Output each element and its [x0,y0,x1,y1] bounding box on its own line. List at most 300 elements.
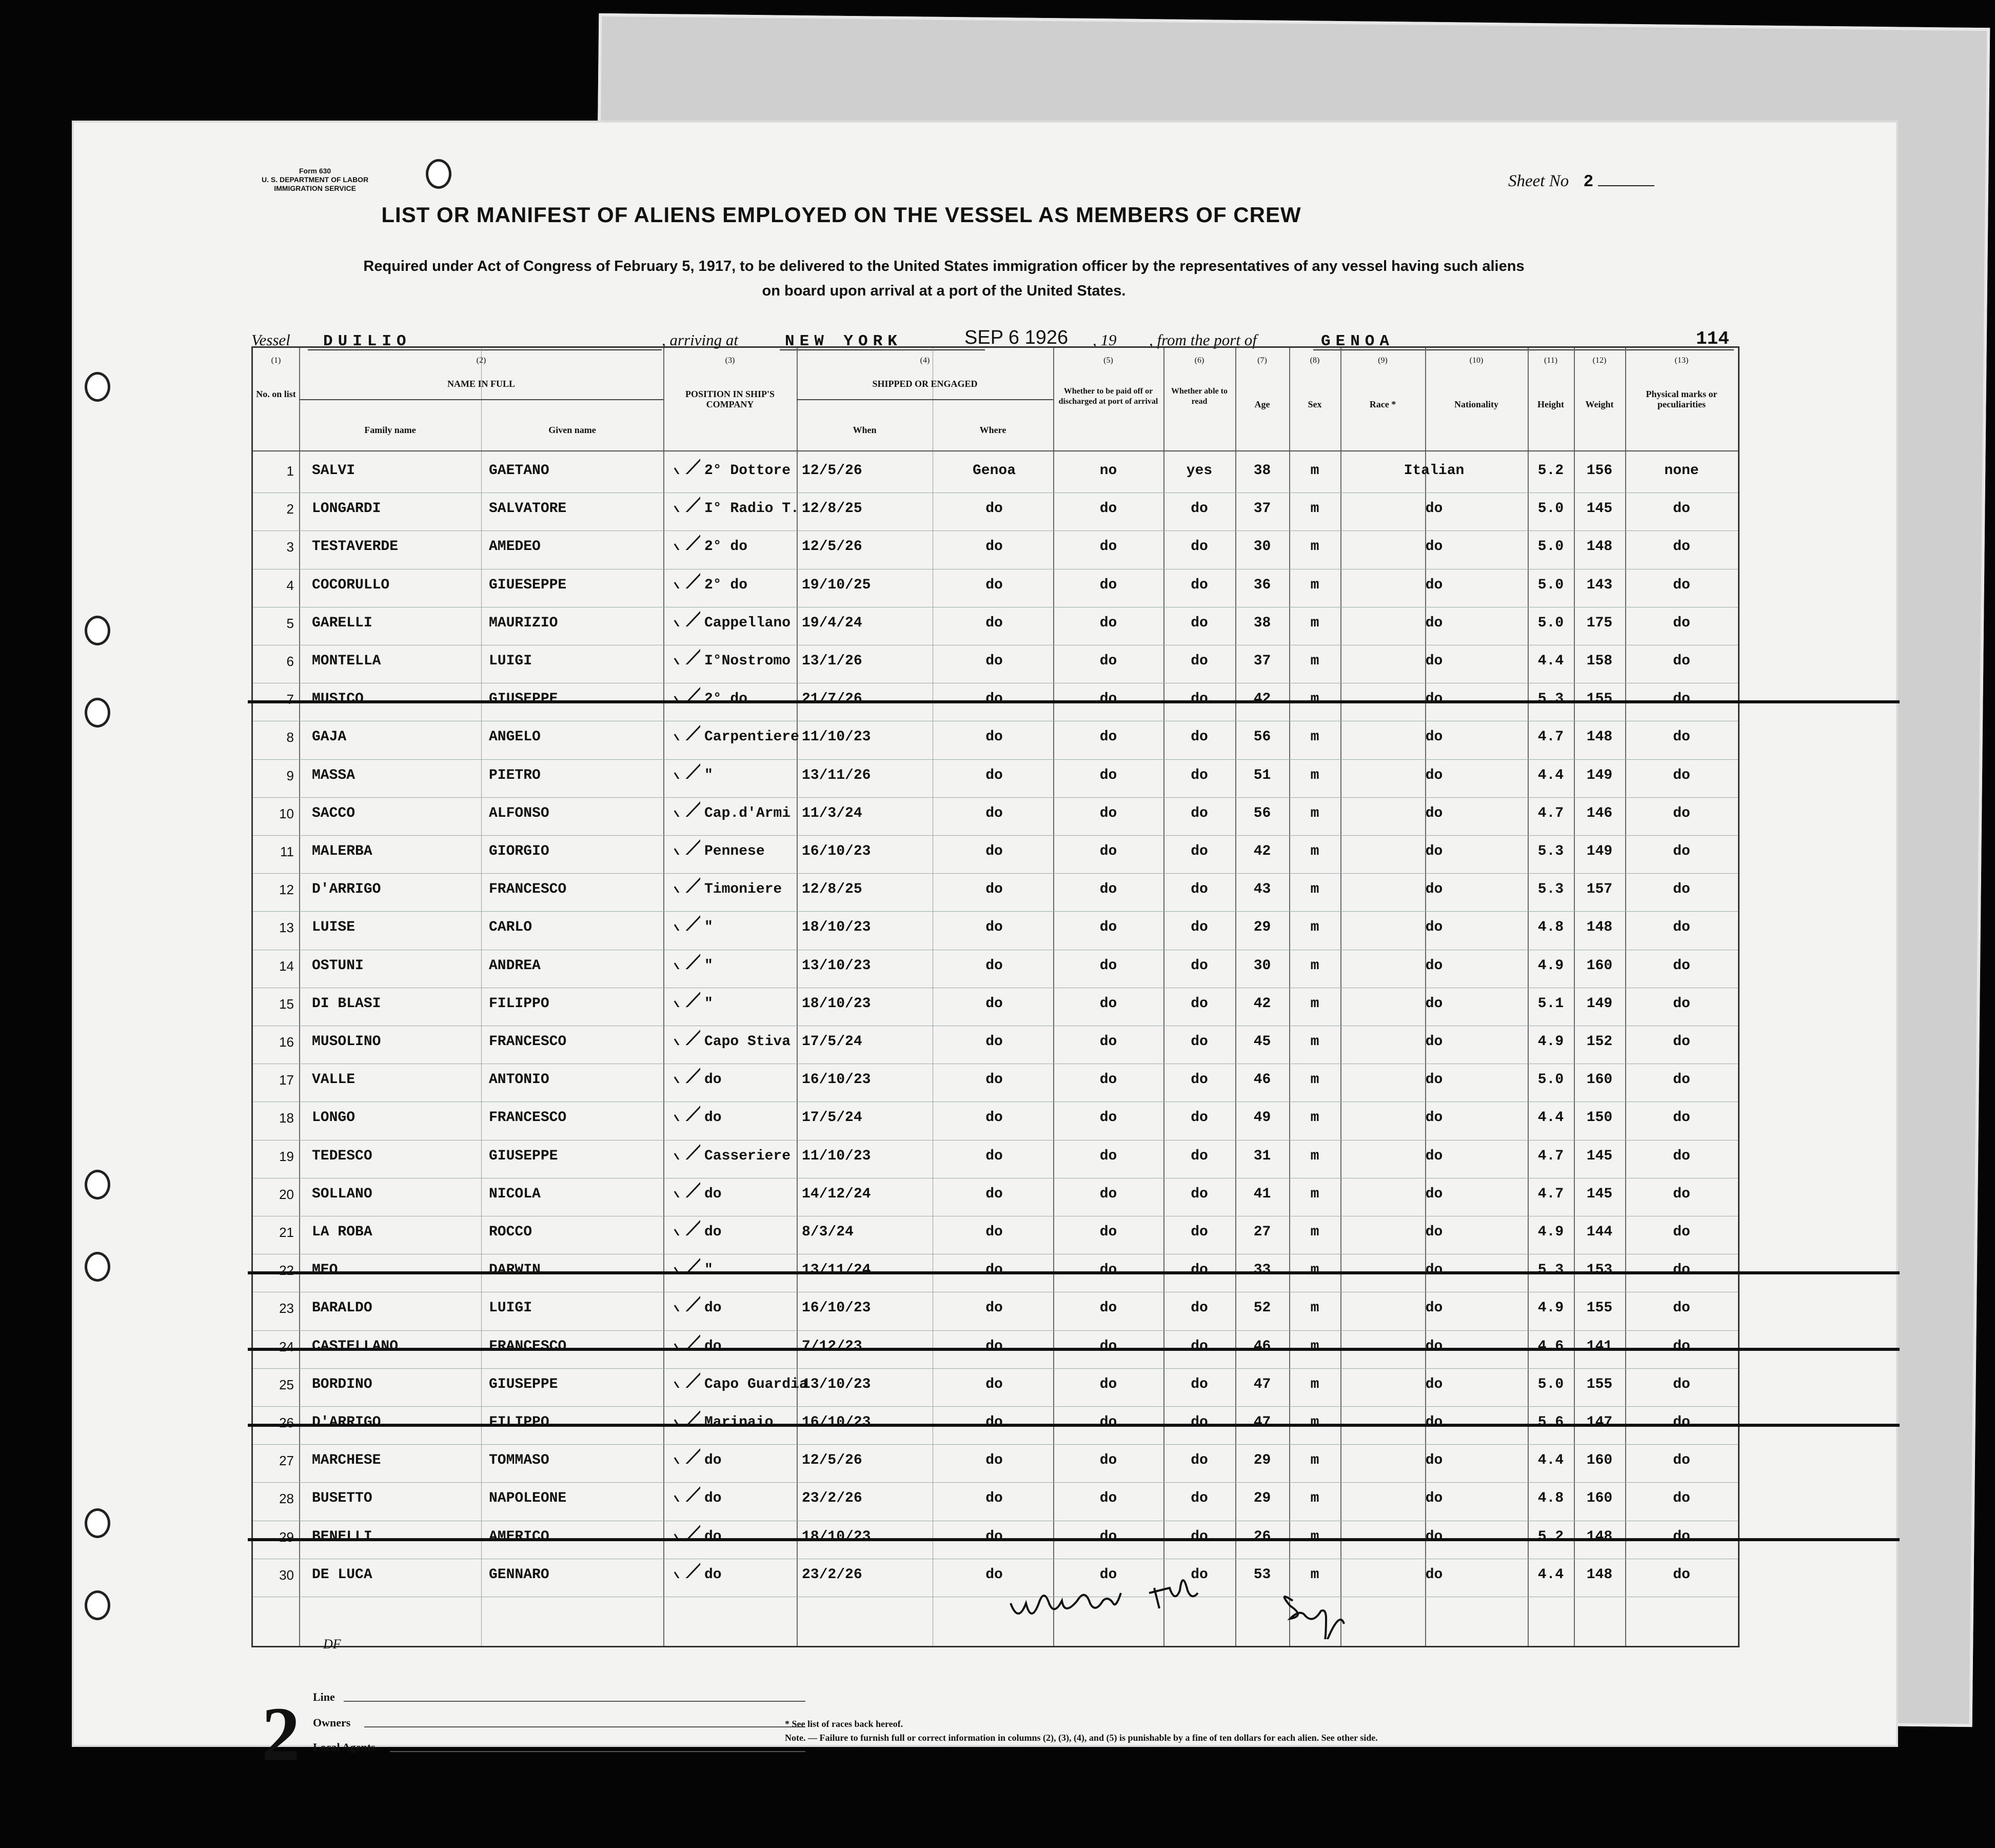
race: do [1425,843,1443,859]
check-mark [673,1256,700,1273]
sex: m [1310,1528,1319,1545]
date-engaged: 23/2/26 [802,1566,862,1583]
sheet-number: Sheet No 2 [1508,172,1654,191]
sex: m [1310,1186,1319,1202]
row-number: 9 [286,768,294,783]
weight: 148 [1586,539,1613,555]
age: 47 [1253,1376,1271,1392]
date-engaged: 18/10/23 [802,995,871,1012]
paid-off: do [1099,1262,1117,1279]
row-number: 20 [279,1186,294,1202]
place-engaged: do [985,1224,1003,1240]
race: do [1425,1110,1443,1126]
header-weight: Weight [1585,399,1614,409]
position: do [704,1072,722,1088]
weight: 149 [1586,843,1613,859]
header-physical-marks: Physical marks or peculiarities [1646,389,1717,409]
able-to-read: do [1191,1528,1208,1545]
weight: 148 [1586,729,1613,745]
given-name: FILIPPO [489,1414,549,1430]
able-to-read: do [1191,767,1208,783]
row-number: 22 [279,1263,294,1279]
strike-through-line [248,700,1900,703]
place-engaged: do [985,1566,1003,1583]
arriving-port: NEW YORK [785,332,902,350]
sex: m [1310,1452,1319,1469]
age: 46 [1253,1072,1271,1088]
check-mark [673,609,700,626]
race: do [1425,1262,1443,1279]
manifest-table: (1) (2) (3) (4) (5) (6) (7) (8) (9) (10) (11) (12) (13) No. on list NAME IN FULL Family name Given name POSITION IN SHIP'S COMPANY SHIPPED OR ENGAGED When Where Whether to be paid off or discharged at port of arrival Whether able to read Age Sex Race * Nationality Height Weight Physical marks or peculiarities 1 SALVI GAETANO 2° Dottore 12/5/26 Genoa no yes 38 m Italian 5.2 156 none 2 LONGARDI SALVATORE I° Radio T. 12/8/25 do do do 37 m do 5.0 145 do 3 TESTAVERDE AMEDEO 2° do 12/5/26 do do do 30 m do 5.0 148 do 4 COCORULLO GIUESEPPE 2° do 19/10/25 do do do 36 m do 5.0 143 do 5 GARELLI MAURIZIO Cappellano 19/4/24 do do do 38 m do 5.0 175 do 6 MONTELLA LUIGI I°Nostromo 13/1/26 do do do 37 m do 4.4 158 do 7 MUSICO GIUSEPPE 2° do 21/7/26 do do do 42 m do 5.3 155 do 8 GAJA ANGELO Carpentiere 11/10/23 do do do 56 m do 4.7 148 do 9 MASSA PIETRO " 13/11/26 do do do 51 m do 4.4 149 do 10 SACCO ALFONSO Cap.d'Armi 11/3/24 do do do 56 m do 4.7 146 do 11 MALERBA GIORGIO Pennese 16/10/23 do do do 42 m do 5.3 149 do 12 D'ARRIGO FRANCESCO Timoniere 12/8/25 do do do 43 m do 5.3 157 do 13 LUISE CARLO " 18/10/23 do do do 29 m do 4.8 148 do 14 OSTUNI ANDREA " 13/10/23 do do do 30 m do 4.9 160 do 15 DI BLASI FILIPPO " 18/10/23 do do do 42 m do 5.1 149 do 16 MUSOLINO FRANCESCO Capo Stiva 17/5/24 do do do 45 m do 4.9 152 do 17 VALLE ANTONIO do 16/10/23 do do do 46 m do 5.0 160 do 18 LONGO FRANCESCO do 17/5/24 do do do 49 m do 4.4 150 do 19 TEDESCO GIUSEPPE Casseriere 11/10/23 do do do 31 m do 4.7 145 do 20 SOLLANO NICOLA do 14/12/24 do do do 41 m do 4.7 145 do 21 LA ROBA ROCCO do 8/3/24 do do do 27 m do 4.9 144 do 22 MEO DARWIN " 13/11/24 do do do 33 m do 5.3 153 do 23 BARALDO LUIGI do 16/10/23 do do do 52 m do 4.9 155 do 24 CASTELLANO FRANCESCO do 7/12/23 do do do 46 m do 4.6 141 do 25 BORDINO GIUSEPPE Capo Guardia 13/10/23 do do do 47 m do 5.0 155 do 26 D'ARRIGO FILIPPO Marinaio 16/10/23 do do do 47 m do 5.6 147 do 27 MARCHESE TOMMASO do 12/5/26 do do do 29 m do 4.4 160 do 28 BUSETTO NAPOLEONE do 23/2/26 do do do 29 m do 4.8 160 do 29 BENELLI AMERICO do 18/10/23 do do do 26 m do 5.2 148 do 30 DE LUCA GENNARO do 23/2/26 do do do 53 m do 4.4 148 do [251,346,1740,1647]
check-mark [673,1180,700,1197]
family-name: D'ARRIGO [312,1414,381,1430]
weight: 149 [1586,767,1613,783]
age: 27 [1253,1224,1271,1240]
paid-off: do [1099,691,1117,707]
family-name: GAJA [312,729,347,745]
form-number: Form 630 [299,167,331,175]
height: 4.4 [1537,767,1564,783]
row-number: 30 [279,1567,294,1583]
date-engaged: 12/5/26 [802,539,862,555]
sex: m [1310,1566,1319,1583]
position: do [704,1566,722,1583]
given-name: MAURIZIO [489,615,558,631]
age: 30 [1253,957,1271,974]
given-name: CARLO [489,919,532,936]
physical-marks: do [1673,691,1690,707]
position: Cappellano [704,615,791,631]
height: 4.7 [1537,1186,1564,1202]
row-number: 26 [279,1415,294,1430]
position: " [704,919,713,936]
physical-marks: do [1673,1186,1690,1202]
age: 51 [1253,767,1271,783]
sex: m [1310,1414,1319,1430]
family-name: DI BLASI [312,995,381,1012]
family-name: MONTELLA [312,653,381,669]
race: do [1425,615,1443,631]
given-name: LUIGI [489,653,532,669]
date-stamp: SEP 6 1926 [964,327,1069,348]
given-name: FRANCESCO [489,1338,567,1354]
race: do [1425,1224,1443,1240]
height: 5.3 [1537,1262,1564,1279]
able-to-read: do [1191,957,1208,974]
family-name: MEO [312,1262,338,1279]
height: 4.9 [1537,1224,1564,1240]
physical-marks: do [1673,1300,1690,1316]
date-engaged: 11/3/24 [802,805,862,821]
weight: 150 [1586,1110,1613,1126]
sex: m [1310,843,1319,859]
position: do [704,1528,722,1545]
family-name: SACCO [312,805,355,821]
position: Timoniere [704,881,782,898]
able-to-read: do [1191,881,1208,898]
place-engaged: do [985,1452,1003,1469]
check-mark [673,495,700,512]
able-to-read: do [1191,615,1208,631]
position: 2° do [704,691,748,707]
given-name: GIUSEPPE [489,1376,558,1392]
family-name: CASTELLANO [312,1338,399,1354]
position: do [704,1224,722,1240]
check-mark [673,1294,700,1311]
weight: 175 [1586,615,1613,631]
height: 5.0 [1537,539,1564,555]
race: do [1425,995,1443,1012]
form-department-block [262,167,368,193]
row-number: 19 [279,1148,294,1164]
age: 36 [1253,577,1271,593]
paid-off: do [1099,1452,1117,1469]
place-engaged: do [985,1300,1003,1316]
able-to-read: do [1191,805,1208,821]
header-where: Where [979,425,1006,435]
sheet-number-value: 2 [1583,172,1594,191]
header-paid-off: Whether to be paid off or discharged at port of arrival [1058,387,1158,406]
race: do [1425,1490,1443,1507]
footer-line-label: Line [313,1690,335,1703]
physical-marks: do [1673,1528,1690,1545]
sex: m [1310,539,1319,555]
position: Capo Stiva [704,1034,791,1050]
height: 5.0 [1537,501,1564,517]
row-number: 2 [286,501,294,517]
row-number: 21 [279,1225,294,1240]
weight: 160 [1586,1072,1613,1088]
race: do [1425,1452,1443,1469]
weight: 153 [1586,1262,1613,1279]
age: 38 [1253,615,1271,631]
given-name: NICOLA [489,1186,541,1202]
date-engaged: 8/3/24 [802,1224,854,1240]
able-to-read: do [1191,843,1208,859]
family-name: BORDINO [312,1376,372,1392]
date-engaged: 16/10/23 [802,1072,871,1088]
paid-off: do [1099,615,1117,631]
given-name: GIUSEPPE [489,1148,558,1164]
row-number: 16 [279,1034,294,1050]
place-engaged: do [985,1186,1003,1202]
race: do [1425,957,1443,974]
physical-marks: none [1664,463,1699,479]
race: do [1425,1528,1443,1545]
date-engaged: 14/12/24 [802,1186,871,1202]
check-mark [673,685,700,702]
paid-off: do [1099,881,1117,898]
paid-off: do [1099,729,1117,745]
paid-off: do [1099,577,1117,593]
date-engaged: 17/5/24 [802,1034,862,1050]
physical-marks: do [1673,539,1690,555]
date-engaged: 11/10/23 [802,729,871,745]
paid-off: do [1099,995,1117,1012]
date-engaged: 12/8/25 [802,501,862,517]
position: Cap.d'Armi [704,805,791,821]
position: do [704,1490,722,1507]
date-engaged: 17/5/24 [802,1110,862,1126]
able-to-read: do [1191,1110,1208,1126]
position: do [704,1110,722,1126]
header-able-to-read: Whether able to read [1171,387,1228,406]
check-mark [673,1066,700,1083]
physical-marks: do [1673,995,1690,1012]
age: 42 [1253,995,1271,1012]
given-name: ROCCO [489,1224,532,1240]
manifest-title: LIST OR MANIFEST OF ALIENS EMPLOYED ON THE VESSEL AS MEMBERS OF CREW [381,203,1301,227]
physical-marks: do [1673,729,1690,745]
place-engaged: do [985,691,1003,707]
physical-marks: do [1673,1490,1690,1507]
height: 5.0 [1537,577,1564,593]
date-engaged: 13/1/26 [802,653,862,669]
date-engaged: 18/10/23 [802,1528,871,1545]
given-name: LUIGI [489,1300,532,1316]
row-number: 10 [279,805,294,821]
height: 4.4 [1537,1566,1564,1583]
race: do [1425,1566,1443,1583]
department-name: U. S. DEPARTMENT OF LABOR [262,175,369,184]
weight: 147 [1586,1414,1613,1430]
check-mark [673,1523,700,1540]
family-name: COCORULLO [312,577,390,593]
physical-marks: do [1673,767,1690,783]
paid-off: do [1099,539,1117,555]
position: Casseriere [704,1148,791,1164]
weight: 155 [1586,1376,1613,1392]
height: 5.2 [1537,1528,1564,1545]
sex: m [1310,1072,1319,1088]
given-name: AMERICO [489,1528,549,1545]
age: 56 [1253,805,1271,821]
height: 5.6 [1537,1414,1564,1430]
position: " [704,957,713,974]
row-number: 23 [279,1301,294,1316]
physical-marks: do [1673,1148,1690,1164]
able-to-read: do [1191,919,1208,936]
position: " [704,767,713,783]
check-mark [673,457,700,474]
able-to-read: do [1191,995,1208,1012]
row-number: 1 [286,463,294,479]
able-to-read: do [1191,1452,1208,1469]
initials: DF [323,1637,341,1652]
physical-marks: do [1673,577,1690,593]
physical-marks: do [1673,653,1690,669]
row-number: 4 [286,577,294,593]
sex: m [1310,1148,1319,1164]
check-mark [673,1408,700,1426]
height: 5.0 [1537,615,1564,631]
weight: 145 [1586,1186,1613,1202]
paid-off: do [1099,1566,1117,1583]
given-name: ANDREA [489,957,541,974]
date-engaged: 12/5/26 [802,1452,862,1469]
physical-marks: do [1673,1262,1690,1279]
punch-hole [85,1590,110,1620]
paid-off: do [1099,1490,1117,1507]
paid-off: do [1099,767,1117,783]
height: 5.1 [1537,995,1564,1012]
paid-off: do [1099,1110,1117,1126]
penalty-note: Note. — Failure to furnish full or correct information in columns (2), (3), (4), and (5) is punishable by a fine of ten dollars for each alien. See other side. [785,1733,1378,1743]
race: do [1425,1186,1443,1202]
race: Italian [1404,463,1465,479]
paid-off: do [1099,1414,1117,1430]
header-name-in-full: NAME IN FULL [447,379,515,389]
sex: m [1310,729,1319,745]
punch-hole [85,1508,110,1538]
able-to-read: do [1191,691,1208,707]
family-name: GARELLI [312,615,372,631]
given-name: DARWIN [489,1262,541,1279]
able-to-read: do [1191,539,1208,555]
height: 4.9 [1537,1300,1564,1316]
weight: 156 [1586,463,1613,479]
race: do [1425,501,1443,517]
paid-off: do [1099,501,1117,517]
check-mark [673,1484,700,1502]
paid-off: do [1099,1528,1117,1545]
row-number: 25 [279,1377,294,1392]
sex: m [1310,805,1319,821]
place-engaged: do [985,729,1003,745]
place-engaged: do [985,1072,1003,1088]
height: 4.7 [1537,805,1564,821]
place-engaged: do [985,501,1003,517]
position: 2° do [704,577,748,593]
punch-hole [85,372,110,402]
family-name: BUSETTO [312,1490,372,1507]
place-engaged: do [985,577,1003,593]
check-mark [673,1370,700,1388]
position: I°Nostromo [704,653,791,669]
date-engaged: 16/10/23 [802,843,871,859]
punch-hole [85,616,110,645]
position: Capo Guardia [704,1376,808,1392]
header-sex: Sex [1308,399,1322,409]
height: 4.7 [1537,1148,1564,1164]
given-name: GIUSEPPE [489,691,558,707]
position: 2° do [704,539,748,555]
race: do [1425,577,1443,593]
inspector-signature [1005,1572,1426,1639]
strike-through-line [248,1348,1900,1351]
physical-marks: do [1673,1034,1690,1050]
weight: 160 [1586,1490,1613,1507]
paid-off: do [1099,1148,1117,1164]
sex: m [1310,615,1319,631]
position: Marinaio [704,1414,774,1430]
physical-marks: do [1673,957,1690,974]
place-engaged: do [985,957,1003,974]
place-engaged: do [985,1414,1003,1430]
able-to-read: do [1191,1072,1208,1088]
sex: m [1310,767,1319,783]
weight: 160 [1586,957,1613,974]
given-name: TOMMASO [489,1452,549,1469]
race: do [1425,1338,1443,1354]
physical-marks: do [1673,1072,1690,1088]
race: do [1425,881,1443,898]
header-when: When [853,425,877,435]
check-mark [673,837,700,855]
punch-hole [426,159,451,189]
height: 4.4 [1537,1110,1564,1126]
check-mark [673,799,700,817]
sex: m [1310,1224,1319,1240]
sex: m [1310,1262,1319,1279]
family-name: LA ROBA [312,1224,372,1240]
age: 37 [1253,501,1271,517]
physical-marks: do [1673,1566,1690,1583]
position: 2° Dottore [704,463,791,479]
age: 26 [1253,1528,1271,1545]
weight: 148 [1586,1566,1613,1583]
physical-marks: do [1673,843,1690,859]
age: 42 [1253,843,1271,859]
row-number: 14 [279,958,294,974]
given-name: ANTONIO [489,1072,549,1088]
age: 38 [1253,463,1271,479]
place-engaged: do [985,1338,1003,1354]
physical-marks: do [1673,1376,1690,1392]
height: 5.3 [1537,843,1564,859]
weight: 155 [1586,1300,1613,1316]
check-mark [673,761,700,779]
place-engaged: do [985,653,1003,669]
row-number: 18 [279,1110,294,1126]
able-to-read: do [1191,501,1208,517]
weight: 145 [1586,501,1613,517]
age: 29 [1253,1452,1271,1469]
date-engaged: 19/4/24 [802,615,862,631]
age: 42 [1253,691,1271,707]
sex: m [1310,501,1319,517]
row-number: 5 [286,615,294,631]
date-engaged: 13/11/24 [802,1262,871,1279]
check-mark [673,533,700,550]
weight: 143 [1586,577,1613,593]
family-name: MASSA [312,767,355,783]
row-number: 29 [279,1529,294,1545]
family-name: D'ARRIGO [312,881,381,898]
height: 5.0 [1537,1376,1564,1392]
weight: 152 [1586,1034,1613,1050]
family-name: TESTAVERDE [312,539,399,555]
age: 49 [1253,1110,1271,1126]
date-engaged: 13/10/23 [802,1376,871,1392]
check-mark [673,990,700,1007]
able-to-read: do [1191,1224,1208,1240]
given-name: NAPOLEONE [489,1490,567,1507]
sheet-big-number: 2 [262,1692,300,1777]
sex: m [1310,577,1319,593]
given-name: ANGELO [489,729,541,745]
sex: m [1310,1110,1319,1126]
weight: 141 [1586,1338,1613,1354]
given-name: GENNARO [489,1566,549,1583]
race: do [1425,1034,1443,1050]
able-to-read: do [1191,653,1208,669]
header-age: Age [1254,399,1270,409]
paid-off: do [1099,1186,1117,1202]
place-engaged: do [985,615,1003,631]
paid-off: do [1099,1376,1117,1392]
check-mark [673,571,700,588]
